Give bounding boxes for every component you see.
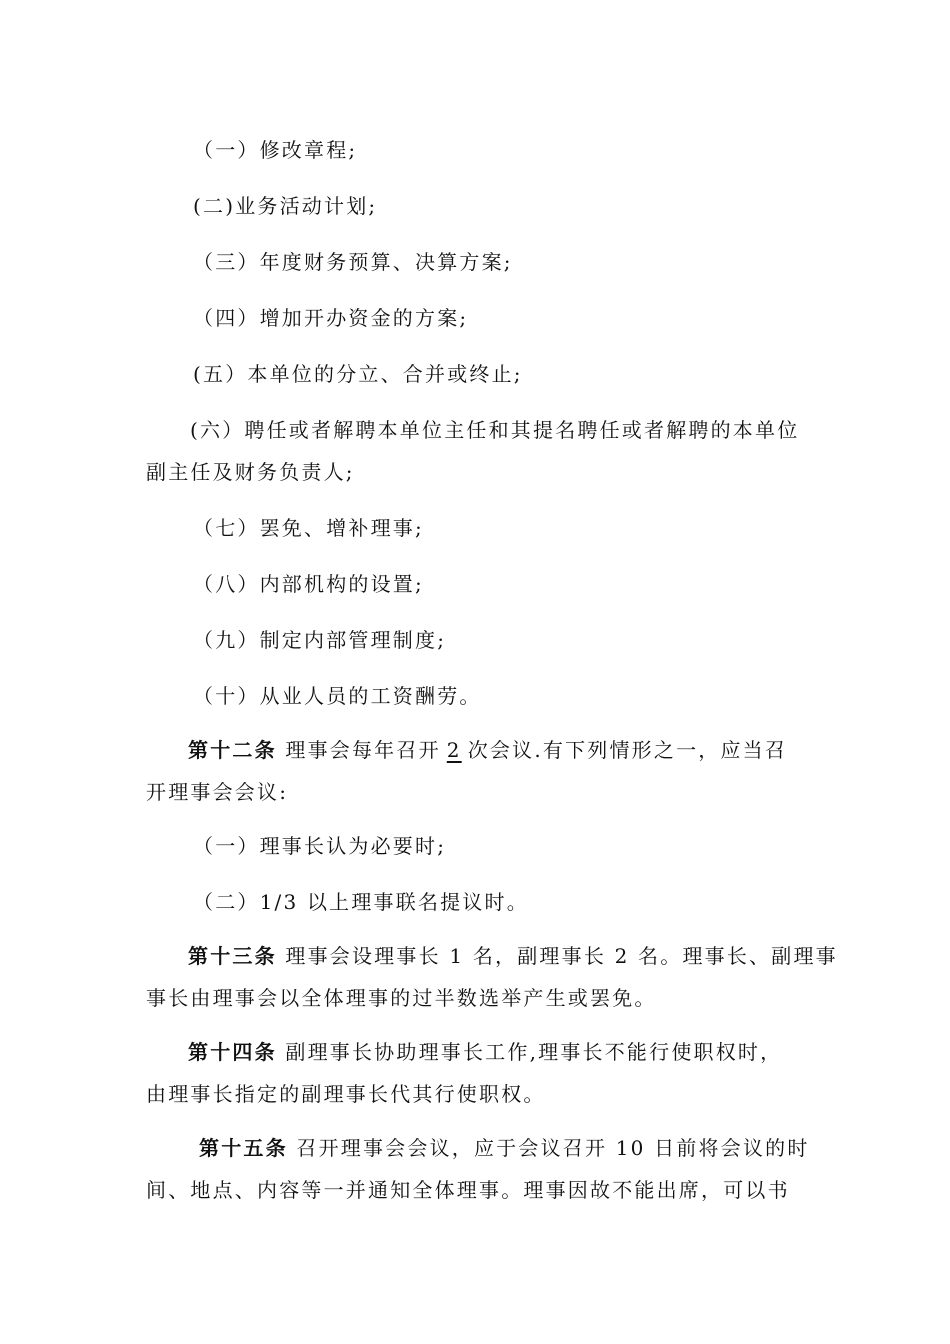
article-15-line-1: [199, 1136, 810, 1160]
list-item: (五）本单位的分立、合并或终止;: [193, 362, 523, 386]
article-15-line-2: 间、地点、内容等一并通知全体理事。理事因故不能出席，可以书: [146, 1178, 790, 1202]
list-item-continuation: 副主任及财务负责人;: [146, 460, 355, 484]
article-12-line-2: 开理事会会议:: [146, 780, 289, 804]
list-item: (六）聘任或者解聘本单位主任和其提名聘任或者解聘的本单位: [190, 418, 800, 442]
article-text: 理事会设理事长 1 名，副理事长 2 名。理事长、副理事: [285, 944, 838, 968]
article-heading: 第十四条: [188, 1040, 277, 1064]
article-12-line-1: [188, 738, 787, 762]
list-item: （一）修改章程;: [193, 138, 358, 162]
article-heading: 第十三条: [188, 944, 277, 968]
article-text: 次会议.有下列情形之一，应当召: [467, 738, 788, 762]
article-text: 召开理事会会议，应于会议召开 10 日前将会议的时: [296, 1136, 810, 1160]
list-item: （八）内部机构的设置;: [193, 572, 424, 596]
list-item: （二）1/3 以上理事联名提议时。: [193, 890, 529, 914]
list-item: （十）从业人员的工资酬劳。: [193, 684, 482, 708]
list-item: (二)业务活动计划;: [193, 194, 378, 218]
meeting-count: 2: [446, 738, 462, 762]
list-item: （四）增加开办资金的方案;: [193, 306, 469, 330]
article-14-line-2: 由理事长指定的副理事长代其行使职权。: [146, 1082, 546, 1106]
list-item: （七）罢免、增补理事;: [193, 516, 424, 540]
list-item: （三）年度财务预算、决算方案;: [193, 250, 513, 274]
article-13-line-1: [188, 944, 838, 968]
article-14-line-1: [188, 1040, 782, 1064]
article-heading: 第十二条: [188, 738, 277, 762]
list-item: （九）制定内部管理制度;: [193, 628, 447, 652]
article-heading: 第十五条: [199, 1136, 288, 1160]
article-text: 副理事长协助理事长工作,理事长不能行使职权时，: [285, 1040, 783, 1064]
list-item: （一）理事长认为必要时;: [193, 834, 447, 858]
article-text: 理事会每年召开: [285, 738, 441, 762]
article-13-line-2: 事长由理事会以全体理事的过半数选举产生或罢免。: [146, 986, 657, 1010]
